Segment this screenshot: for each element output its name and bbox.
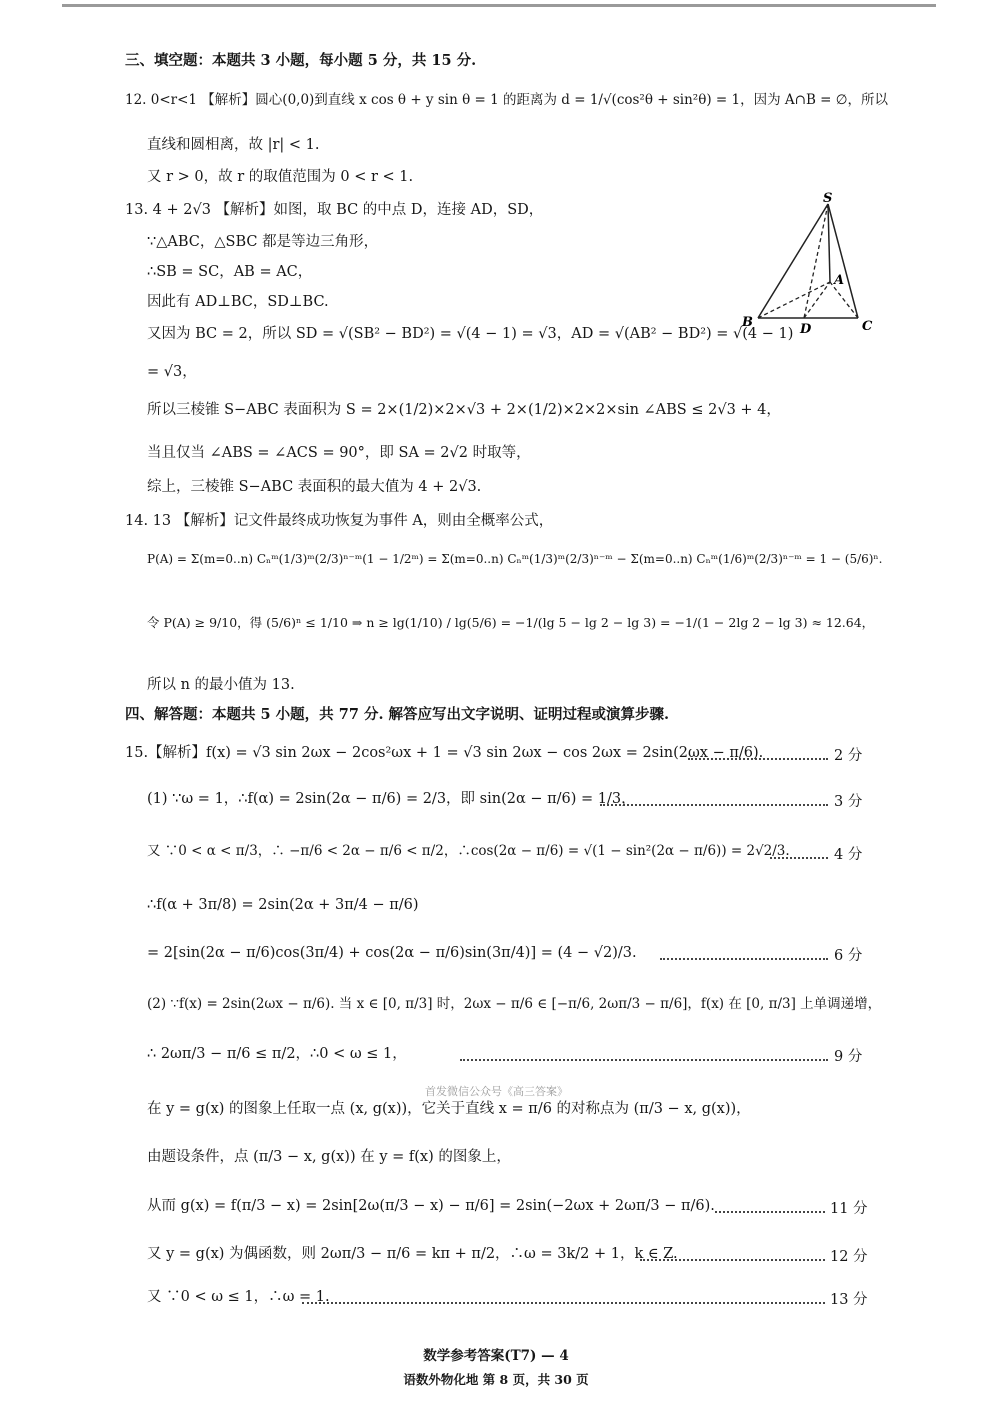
score-11: 11 分 — [830, 1201, 868, 1217]
dot-leader — [302, 1302, 825, 1304]
q15-line-2: (1) ∵ω = 1，∴f(α) = 2sin(2α − π/6) = 2/3，即 sin(2α − π/6) = 1/3， — [147, 791, 636, 807]
q14-line-3: 令 P(A) ≥ 9/10，得 (5/6)ⁿ ≤ 1/10 ⇒ n ≥ lg(1/10) / lg(5/6) = −1/(lg 5 − lg 2 − lg 3) = −1/(1 − 2lg 2 − lg 3) ≈ 12.64， — [147, 615, 875, 630]
score-6: 6 分 — [834, 948, 863, 964]
dot-leader — [640, 1259, 825, 1261]
top-border-line — [62, 4, 936, 7]
dot-leader — [460, 1059, 828, 1061]
q12-line-2: 直线和圆相离，故 |r| < 1. — [147, 137, 320, 153]
label-a: A — [834, 273, 845, 288]
q13-line-8: 当且仅当 ∠ABS = ∠ACS = 90°，即 SA = 2√2 时取等， — [147, 445, 531, 461]
q13-line-1: 13. 4 + 2√3 【解析】如图，取 BC 的中点 D，连接 AD，SD， — [125, 202, 544, 218]
q13-line-2: ∵△ABC，△SBC 都是等边三角形， — [147, 234, 379, 250]
q13-line-5: 又因为 BC = 2，所以 SD = √(SB² − BD²) = √(4 − 1) = √3，AD = √(AB² − BD²) = √(4 − 1) — [147, 326, 794, 342]
section-4-heading: 四、解答题：本题共 5 小题，共 77 分. 解答应写出文字说明、证明过程或演算步骤. — [125, 706, 670, 723]
dot-leader — [770, 857, 828, 859]
score-13: 13 分 — [830, 1292, 868, 1308]
label-b: B — [742, 315, 753, 330]
q15-line-7: ∴ 2ωπ/3 − π/6 ≤ π/2，∴0 < ω ≤ 1， — [147, 1046, 407, 1062]
q13-line-6: = √3， — [147, 364, 197, 380]
dot-leader — [600, 804, 828, 806]
footer-answer-code: 数学参考答案(T7) — 4 — [423, 1348, 569, 1364]
score-4: 4 分 — [834, 847, 863, 863]
q12-line-1: 12. 0<r<1 【解析】圆心(0,0)到直线 x cos θ + y sin θ = 1 的距离为 d = 1/√(cos²θ + sin²θ) = 1，因为 A∩B = ∅，所以 — [125, 92, 889, 108]
label-s: S — [823, 191, 833, 206]
q15-line-4: ∴f(α + 3π/8) = 2sin(2α + 3π/4 − π/6) — [147, 897, 419, 913]
edge-sd — [804, 204, 828, 318]
score-12: 12 分 — [830, 1249, 868, 1265]
q13-line-9: 综上，三棱锥 S−ABC 表面积的最大值为 4 + 2√3. — [147, 479, 482, 495]
dot-leader — [688, 758, 828, 760]
score-2: 2 分 — [834, 748, 863, 764]
score-3: 3 分 — [834, 794, 863, 810]
q14-line-4: 所以 n 的最小值为 13. — [147, 677, 295, 693]
q14-line-1: 14. 13 【解析】记文件最终成功恢复为事件 A，则由全概率公式， — [125, 513, 554, 529]
score-9: 9 分 — [834, 1049, 863, 1065]
q15-line-5: = 2[sin(2α − π/6)cos(3π/4) + cos(2α − π/6)sin(3π/4)] = (4 − √2)/3. — [147, 945, 637, 961]
edge-sc — [828, 204, 858, 318]
q15-line-12: 又 ∵0 < ω ≤ 1，∴ω = 1. — [147, 1289, 330, 1305]
q15-line-10: 从而 g(x) = f(π/3 − x) = 2sin[2ω(π/3 − x) − π/6] = 2sin(−2ωx + 2ωπ/3 − π/6). — [147, 1198, 715, 1214]
dot-leader — [715, 1211, 825, 1213]
dot-leader — [660, 958, 828, 960]
watermark-text: 首发微信公众号《高三答案》 — [425, 1085, 568, 1098]
q13-line-4: 因此有 AD⊥BC，SD⊥BC. — [147, 294, 329, 310]
q15-line-3: 又 ∵0 < α < π/3，∴ −π/6 < 2α − π/6 < π/2，∴cos(2α − π/6) = √(1 − sin²(2α − π/6)) = 2√2/3. — [147, 843, 790, 859]
q15-line-11: 又 y = g(x) 为偶函数，则 2ωπ/3 − π/6 = kπ + π/2，∴ω = 3k/2 + 1，k ∈ Z. — [147, 1246, 678, 1262]
q15-line-8: 在 y = g(x) 的图象上任取一点 (x, g(x))，它关于直线 x = π/6 的对称点为 (π/3 − x, g(x))， — [147, 1101, 751, 1117]
section-3-heading: 三、填空题：本题共 3 小题，每小题 5 分，共 15 分. — [125, 52, 477, 69]
q12-line-3: 又 r > 0，故 r 的取值范围为 0 < r < 1. — [147, 169, 414, 185]
q15-line-1: 15.【解析】f(x) = √3 sin 2ωx − 2cos²ωx + 1 = √3 sin 2ωx − cos 2ωx = 2sin(2ωx − π/6). — [125, 745, 764, 761]
label-d: D — [800, 322, 812, 337]
q15-line-9: 由题设条件，点 (π/3 − x, g(x)) 在 y = f(x) 的图象上， — [147, 1149, 511, 1165]
q13-line-7: 所以三棱锥 S−ABC 表面积为 S = 2×(1/2)×2×√3 + 2×(1/2)×2×2×sin ∠ABS ≤ 2√3 + 4， — [147, 402, 781, 418]
tetrahedron-figure — [738, 190, 878, 340]
q13-line-3: ∴SB = SC，AB = AC， — [147, 264, 313, 280]
q15-line-6: (2) ∵f(x) = 2sin(2ωx − π/6). 当 x ∈ [0, π/3] 时，2ωx − π/6 ∈ [−π/6, 2ωπ/3 − π/6]，f(x) 在 [0, π/3] 上单调递增， — [147, 996, 882, 1012]
q14-line-2: P(A) = Σ(m=0..n) Cₙᵐ(1/3)ᵐ(2/3)ⁿ⁻ᵐ(1 − 1/2ᵐ) = Σ(m=0..n) Cₙᵐ(1/3)ᵐ(2/3)ⁿ⁻ᵐ − Σ(m=0..n) Cₙᵐ(1/6)ᵐ(2/3)ⁿ⁻ᵐ = 1 − (5/6)ⁿ. — [147, 552, 883, 566]
edge-sa — [828, 204, 830, 282]
footer-page-number: 语数外物化地 第 8 页，共 30 页 — [403, 1372, 589, 1387]
label-c: C — [862, 319, 873, 334]
